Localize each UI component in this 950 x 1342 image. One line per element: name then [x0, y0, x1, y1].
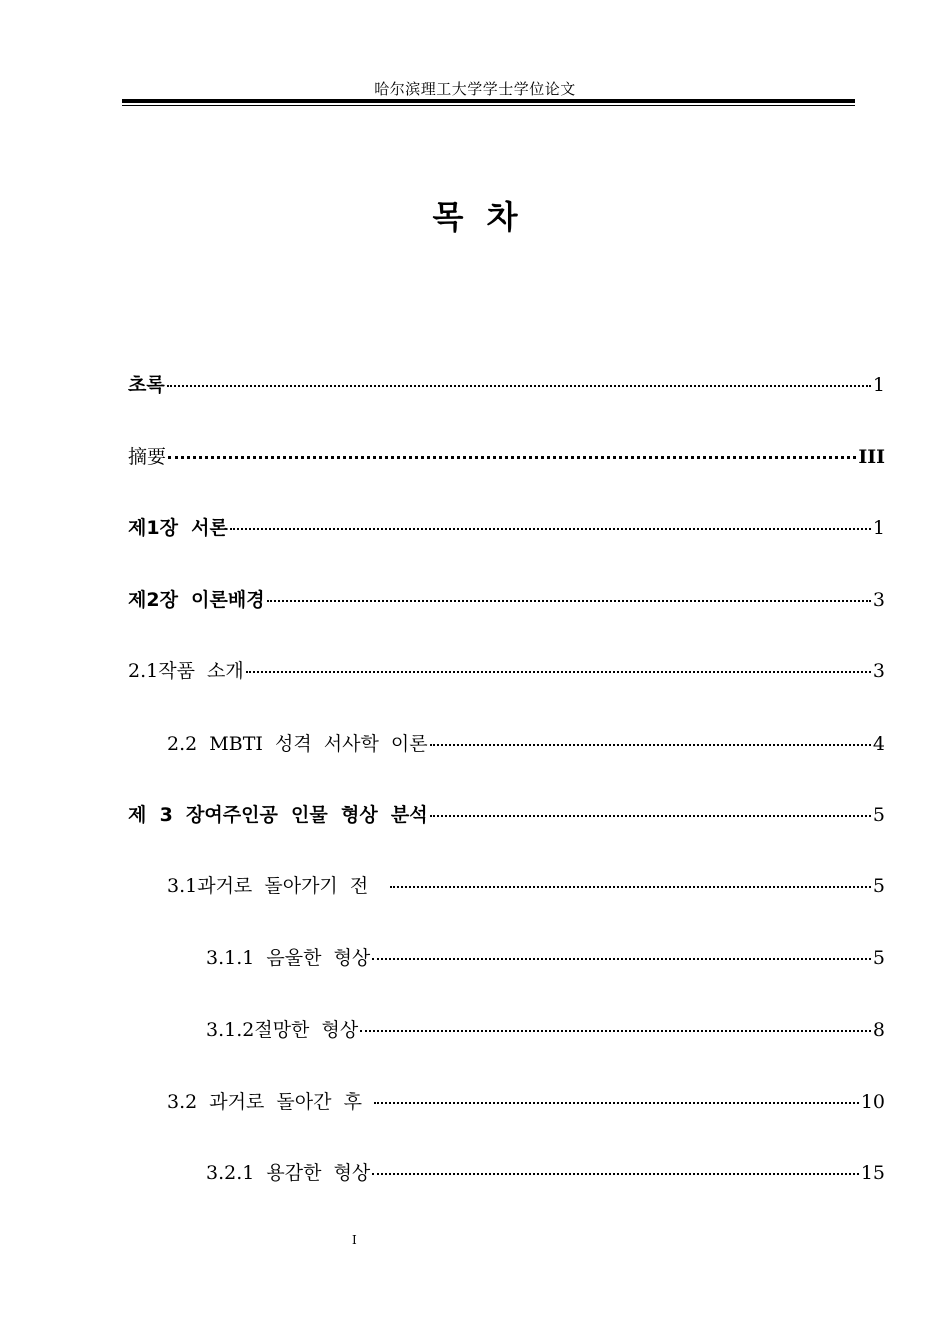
toc-entry-label: 제2장 이론배경 [128, 589, 265, 611]
toc-entry-page: 4 [872, 733, 885, 755]
toc-entry-label: 3.1.1 음울한 형상 [206, 947, 371, 969]
toc-entry-abstract-korean[interactable] [0, 370, 950, 400]
toc-leader-dots [167, 385, 871, 387]
toc-entry-chapter-3[interactable] [0, 800, 950, 830]
toc-leader-dots [246, 671, 871, 673]
toc-entry-label: 2.1작품 소개 [128, 660, 244, 682]
header-rule-thick [122, 99, 855, 103]
toc-entry-page: 10 [860, 1091, 885, 1113]
toc-entry-label: 摘要 [128, 446, 167, 468]
toc-entry-chapter-1[interactable] [0, 513, 950, 543]
toc-entry-page: 5 [872, 875, 885, 897]
toc-entry-page: 3 [872, 660, 885, 682]
toc-leader-dots [168, 456, 856, 459]
toc-entry-section-3-2-1[interactable] [0, 1158, 950, 1188]
toc-entry-page: 5 [872, 804, 885, 826]
toc-leader-dots [372, 1173, 859, 1175]
toc-entry-label: 3.1과거로 돌아가기 전 [167, 875, 369, 897]
toc-entry-label: 초록 [128, 374, 165, 396]
page-number: I [352, 1233, 357, 1247]
toc-entry-section-3-1-2[interactable] [0, 1015, 950, 1045]
toc-entry-label: 3.1.2절망한 형상 [206, 1019, 359, 1041]
running-header: 哈尔滨理工大学学士学位论文 [374, 80, 576, 98]
toc-entry-page: 1 [872, 517, 885, 539]
toc-entry-page: 1 [872, 374, 885, 396]
toc-entry-label: 3.2.1 용감한 형상 [206, 1162, 371, 1184]
page-title: 목 차 [432, 198, 518, 236]
toc-leader-dots [390, 886, 871, 888]
toc-entry-page: 8 [872, 1019, 885, 1041]
toc-entry-section-3-2[interactable] [0, 1087, 950, 1117]
header-rule-thin [122, 105, 855, 106]
toc-entry-section-2-1[interactable] [0, 656, 950, 686]
toc-entry-label: 제 3 장여주인공 인물 형상 분석 [128, 804, 428, 826]
toc-entry-label: 제1장 서론 [128, 517, 228, 539]
toc-leader-dots [230, 528, 871, 530]
toc-leader-dots [430, 815, 871, 817]
toc-entry-page: III [858, 446, 885, 468]
toc-entry-section-3-1[interactable] [0, 871, 950, 901]
toc-entry-page: 15 [860, 1162, 885, 1184]
toc-entry-label: 3.2 과거로 돌아간 후 [167, 1091, 362, 1113]
toc-entry-page: 3 [872, 589, 885, 611]
toc-entry-page: 5 [872, 947, 885, 969]
toc-entry-section-2-2[interactable] [0, 729, 950, 759]
toc-leader-dots [267, 600, 871, 602]
toc-entry-label: 2.2 MBTI 성격 서사학 이론 [167, 733, 428, 755]
toc-leader-dots [374, 1102, 859, 1104]
toc-entry-section-3-1-1[interactable] [0, 943, 950, 973]
toc-leader-dots [430, 744, 871, 746]
toc-entry-chapter-2[interactable] [0, 585, 950, 615]
toc-entry-abstract-chinese[interactable] [0, 442, 950, 472]
toc-leader-dots [372, 958, 871, 960]
toc-leader-dots [360, 1030, 871, 1032]
